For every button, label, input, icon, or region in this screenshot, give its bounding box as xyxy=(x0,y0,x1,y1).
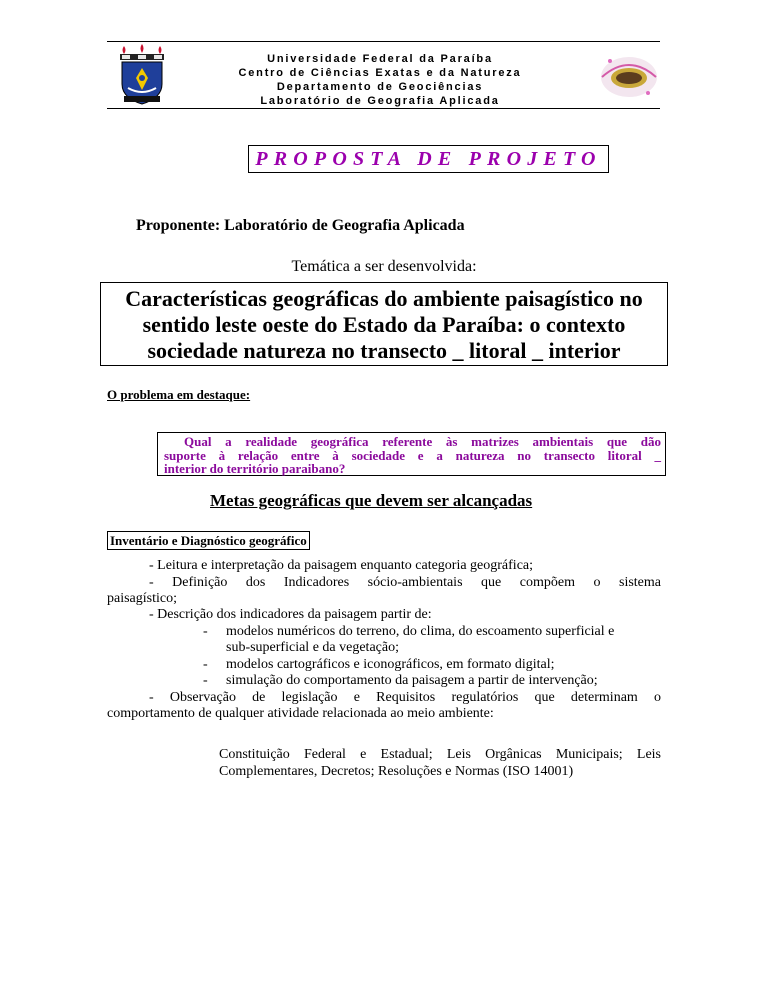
research-question-box xyxy=(157,432,666,476)
proponent-line: Proponente: Laboratório de Geografia Aplicada xyxy=(136,217,465,234)
question-line: Qual a realidade geográfica referente às matrizes ambientais que dão xyxy=(184,434,661,449)
theme-line: Características geográficas do ambiente paisagístico no xyxy=(125,286,643,311)
laboratory-logo-icon xyxy=(598,47,660,105)
subitem-modelos-numericos-line2: sub-superficial e da vegetação; xyxy=(226,640,399,655)
theme-line: sentido leste oeste do Estado da Paraíba: o contexto xyxy=(142,312,626,337)
bullet-dash: - xyxy=(203,624,208,639)
problem-heading: O problema em destaque: xyxy=(107,387,251,402)
goals-heading: Metas geográficas que devem ser alcançadas xyxy=(210,491,533,510)
theme-box xyxy=(100,282,668,366)
header-department: Departamento de Geociências xyxy=(276,81,484,93)
university-crest-icon xyxy=(118,44,166,106)
header-bottom-rule xyxy=(107,108,660,109)
legislation-line2: Complementares, Decretos; Resoluções e Normas (ISO 14001) xyxy=(219,764,574,779)
subitem-modelos-cartograficos: modelos cartográficos e iconográficos, em formato digital; xyxy=(226,657,555,672)
subitem-modelos-numericos-line1: modelos numéricos do terreno, do clima, do escoamento superficial e xyxy=(226,624,615,639)
theme-label: Temática a ser desenvolvida: xyxy=(291,258,477,275)
inventory-heading: Inventário e Diagnóstico geográfico xyxy=(107,531,310,550)
item-leitura: - Leitura e interpretação da paisagem enquanto categoria geográfica; xyxy=(149,558,534,573)
question-line: suporte à relação entre à sociedade e a natureza no transecto litoral _ xyxy=(164,447,661,463)
institution-header xyxy=(200,52,560,108)
item-definicao-line2: paisagístico; xyxy=(107,591,177,606)
item-descricao: - Descrição dos indicadores da paisagem partir de: xyxy=(149,607,432,622)
bullet-dash: - xyxy=(203,657,208,672)
question-line: interior do território paraibano? xyxy=(164,461,346,476)
bullet-dash: - xyxy=(203,673,208,688)
item-definicao-line1: - Definição dos Indicadores sócio-ambientais que compõem o sistema xyxy=(149,575,661,590)
proposal-title: PROPOSTA DE PROJETO xyxy=(248,145,609,173)
item-observacao-line2: comportamento de qualquer atividade relacionada ao meio ambiente: xyxy=(107,706,494,721)
item-observacao-line1: - Observação de legislação e Requisitos regulatórios que determinam o xyxy=(149,690,661,705)
header-university: Universidade Federal da Paraíba xyxy=(267,53,493,65)
subitem-simulacao: simulação do comportamento da paisagem a partir de intervenção; xyxy=(226,673,598,688)
header-top-rule xyxy=(107,41,660,42)
header-laboratory: Laboratório de Geografia Aplicada xyxy=(260,95,500,107)
header-center: Centro de Ciências Exatas e da Natureza xyxy=(238,67,522,79)
legislation-line1: Constituição Federal e Estadual; Leis Orgânicas Municipais; Leis xyxy=(219,747,661,762)
theme-line: sociedade natureza no transecto _ litoral _ interior xyxy=(147,338,621,363)
